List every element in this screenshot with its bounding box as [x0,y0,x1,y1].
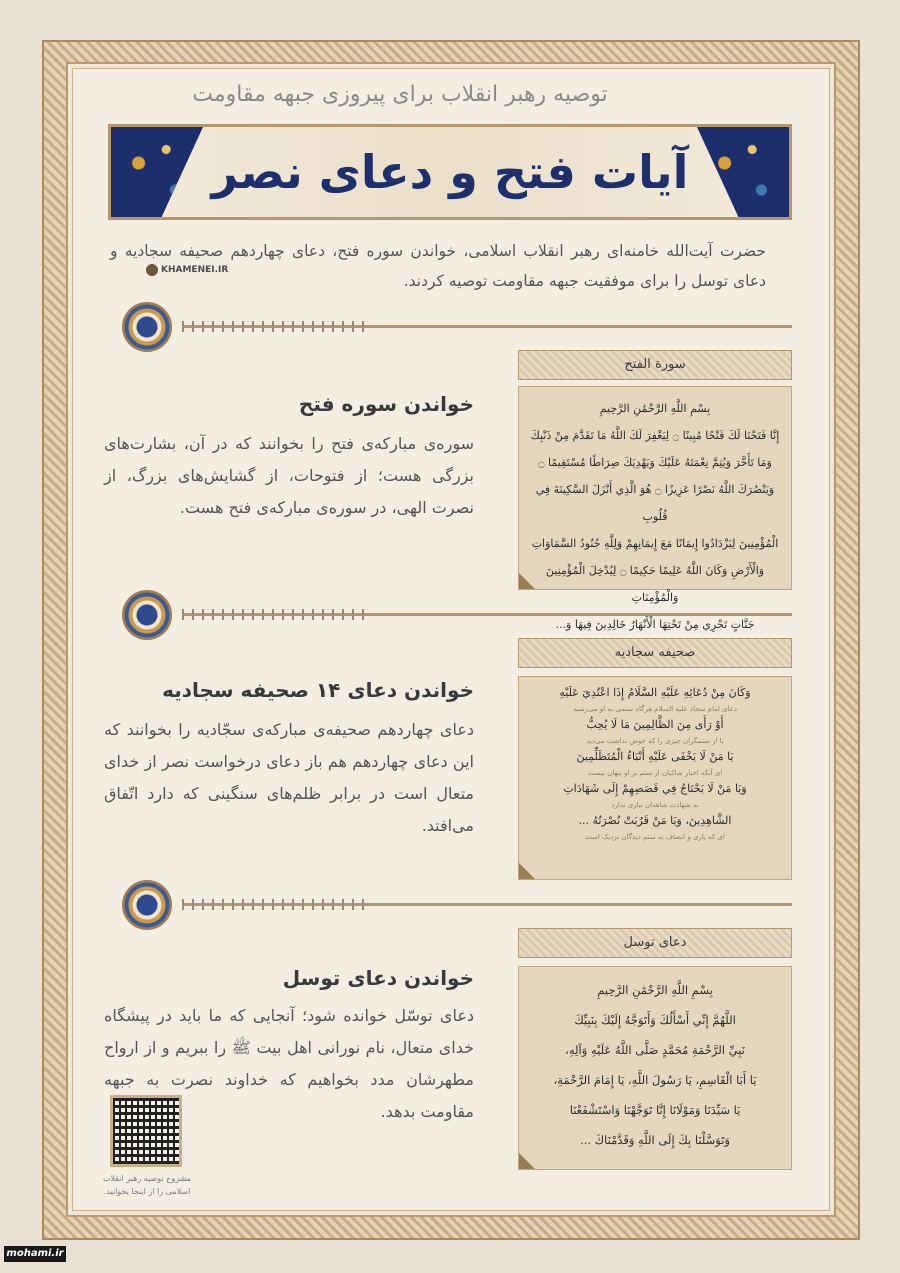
section-text-fath: سوره‌ی مبارکه‌ی فتح را بخوانند که در آن، بشارت‌های بزرگی هست؛ از فتوحات، از گشایش‌های بزرگ، از نصرت الهی، در سوره‌ی مبارکه‌ی فتح هست. [104,434,474,517]
card-label-tavassol: دعای توسل [518,928,792,958]
dua-line: يَا سَيِّدَنَا وَمَوْلَانَا إِنَّا تَوَجَّهْنَا وَاسْتَشْفَعْنَا [569,1103,741,1117]
qr-code[interactable] [110,1095,182,1167]
translation-line: ای آنکه اخبار شاکیان از ستم بر او پنهان نیست [587,769,723,777]
logo-mark-icon [146,264,158,276]
verse-line: بِسْمِ اللَّهِ الرَّحْمَٰنِ الرَّحِيمِ [599,402,711,415]
site-watermark: mohami.ir [4,1246,66,1262]
verse-line: وَيَنْصُرَكَ اللَّهُ نَصْرًا عَزِيزًا ۝ هُوَ الَّذِي أَنْزَلَ السَّكِينَةَ فِي قُلُوبِ [535,483,775,523]
logo-text: KHAMENEI.IR [161,265,229,275]
dua-line: يَا مَنْ لَا يَخْفَى عَلَيْهِ أَنْبَاءُ الْمُتَظَلِّمِينَ [576,750,734,763]
dua-line: الشَّاهِدِينَ، وَيَا مَنْ قَرُبَتْ نُصْرَتُهُ ... [578,814,732,827]
dua-line: يَا أَبَا الْقَاسِمِ، يَا رَسُولَ اللَّهِ، يَا إِمَامَ الرَّحْمَةِ، [553,1073,757,1087]
dua-line: بِسْمِ اللَّهِ الرَّحْمَٰنِ الرَّحِيمِ [597,983,713,997]
qr-caption: مشروح توصیه رهبر انقلاب اسلامی را از اینجا بخوانید. [102,1174,192,1196]
intro-paragraph: حضرت آیت‌الله خامنه‌ای رهبر انقلاب اسلامی، خواندن سوره فتح، دعای چهاردهم صحیفه سجادیه و دعای توسل را برای موفقیت جبهه مقاومت توصیه کردند. [110,242,766,290]
khamenei-logo [146,264,228,276]
translation-line: یا از ستمگران چیزی را که خوش نداشت می‌دید [586,737,724,745]
dua-line: اللَّهُمَّ إِنِّي أَسْأَلُكَ وَأَتَوَجَّهُ إِلَيْكَ بِنَبِيِّكَ [574,1013,736,1027]
translation-line: ای که یاری و انصاف به ستم دیدگان نزدیک است [585,833,725,841]
dua-line: وَكَانَ مِنْ دُعَائِهِ عَلَيْهِ السَّلَامُ إِذَا اعْتُدِيَ عَلَيْهِ [559,686,751,699]
verse-line: جَنَّاتٍ تَجْرِي مِنْ تَحْتِهَا الْأَنْهَارُ خَالِدِينَ فِيهَا وَ... [555,618,755,631]
medallion-icon [122,880,172,930]
title-banner [108,124,792,220]
card-label-fath: سورة الفتح [518,350,792,380]
verse-line: وَالْأَرْضِ وَكَانَ اللَّهُ عَلِيمًا حَكِيمًا ۝ لِيُدْخِلَ الْمُؤْمِنِينَ وَالْمُؤْمِنَاتِ [545,564,765,604]
verse-line: الْمُؤْمِنِينَ لِيَزْدَادُوا إِيمَانًا مَعَ إِيمَانِهِمْ وَلِلَّهِ جُنُودُ السَّمَاوَاتِ [531,537,779,550]
dua-card-tavassol [518,966,792,1170]
dua-line: أَوْ رَأَى مِنَ الظَّالِمِينَ مَا لَا يُحِبُّ [586,718,724,731]
page-subtitle: توصیه رهبر انقلاب برای پیروزی جبهه مقاومت [192,82,608,107]
dua-line: وَيَا مَنْ لَا يَحْتَاجُ فِي قَصَصِهِمْ إِلَى شَهَادَاتِ [563,782,747,795]
verse-line: إِنَّا فَتَحْنَا لَكَ فَتْحًا مُبِينًا ۝ لِيَغْفِرَ لَكَ اللَّهُ مَا تَقَدَّمَ مِنْ ذَنْبِكَ [530,429,780,442]
section-divider [120,600,792,630]
medallion-icon [122,302,172,352]
page-title: آیات فتح و دعای نصر [211,145,689,199]
section-title-fath: خواندن سوره فتح [298,392,474,416]
translation-line: به شهادت شاهدان نیازی ندارد [611,801,699,809]
verse-line: وَمَا تَأَخَّرَ وَيُتِمَّ نِعْمَتَهُ عَلَيْكَ وَيَهْدِيَكَ صِرَاطًا مُسْتَقِيمًا ۝ [538,456,772,469]
card-label-sahifa: صحیفه سجادیه [518,638,792,668]
medallion-icon [122,590,172,640]
dua-card-sahifa [518,676,792,880]
dua-line: وَتَوَسَّلْنَا بِكَ إِلَى اللَّهِ وَقَدَّمْنَاكَ ... [580,1133,730,1147]
section-text-sahifa: دعای چهاردهم صحیفه‌ی مبارکه‌ی سجّادیه را بخوانند که این دعای چهاردهم هم باز دعای درخواست نصر از خدای متعال است در برابر ظلم‌های سنگینی که دارد اتّفاق می‌افتد. [104,720,474,835]
section-text-tavassol: دعای توسّل خوانده شود؛ آنجایی که ما باید در پیشگاه خدای متعال، نام نورانی اهل بیت ﷺ را ببریم و از ارواح مطهرشان مدد بخواهیم که خداوند نصرت به جبهه مقاومت بدهد. [104,1006,474,1121]
dua-line: نَبِيِّ الرَّحْمَةِ مُحَمَّدٍ صَلَّى اللَّهُ عَلَيْهِ وَآلِهِ، [565,1043,745,1057]
quran-card-fath [518,386,792,631]
translation-line: دعای امام سجاد علیه السلام هرگاه ستمی به او می‌رسید [572,705,738,713]
section-title-sahifa: خواندن دعای ۱۴ صحیفه سجادیه [162,678,474,702]
section-divider [120,312,792,342]
section-divider [120,890,792,920]
section-title-tavassol: خواندن دعای توسل [282,966,474,990]
